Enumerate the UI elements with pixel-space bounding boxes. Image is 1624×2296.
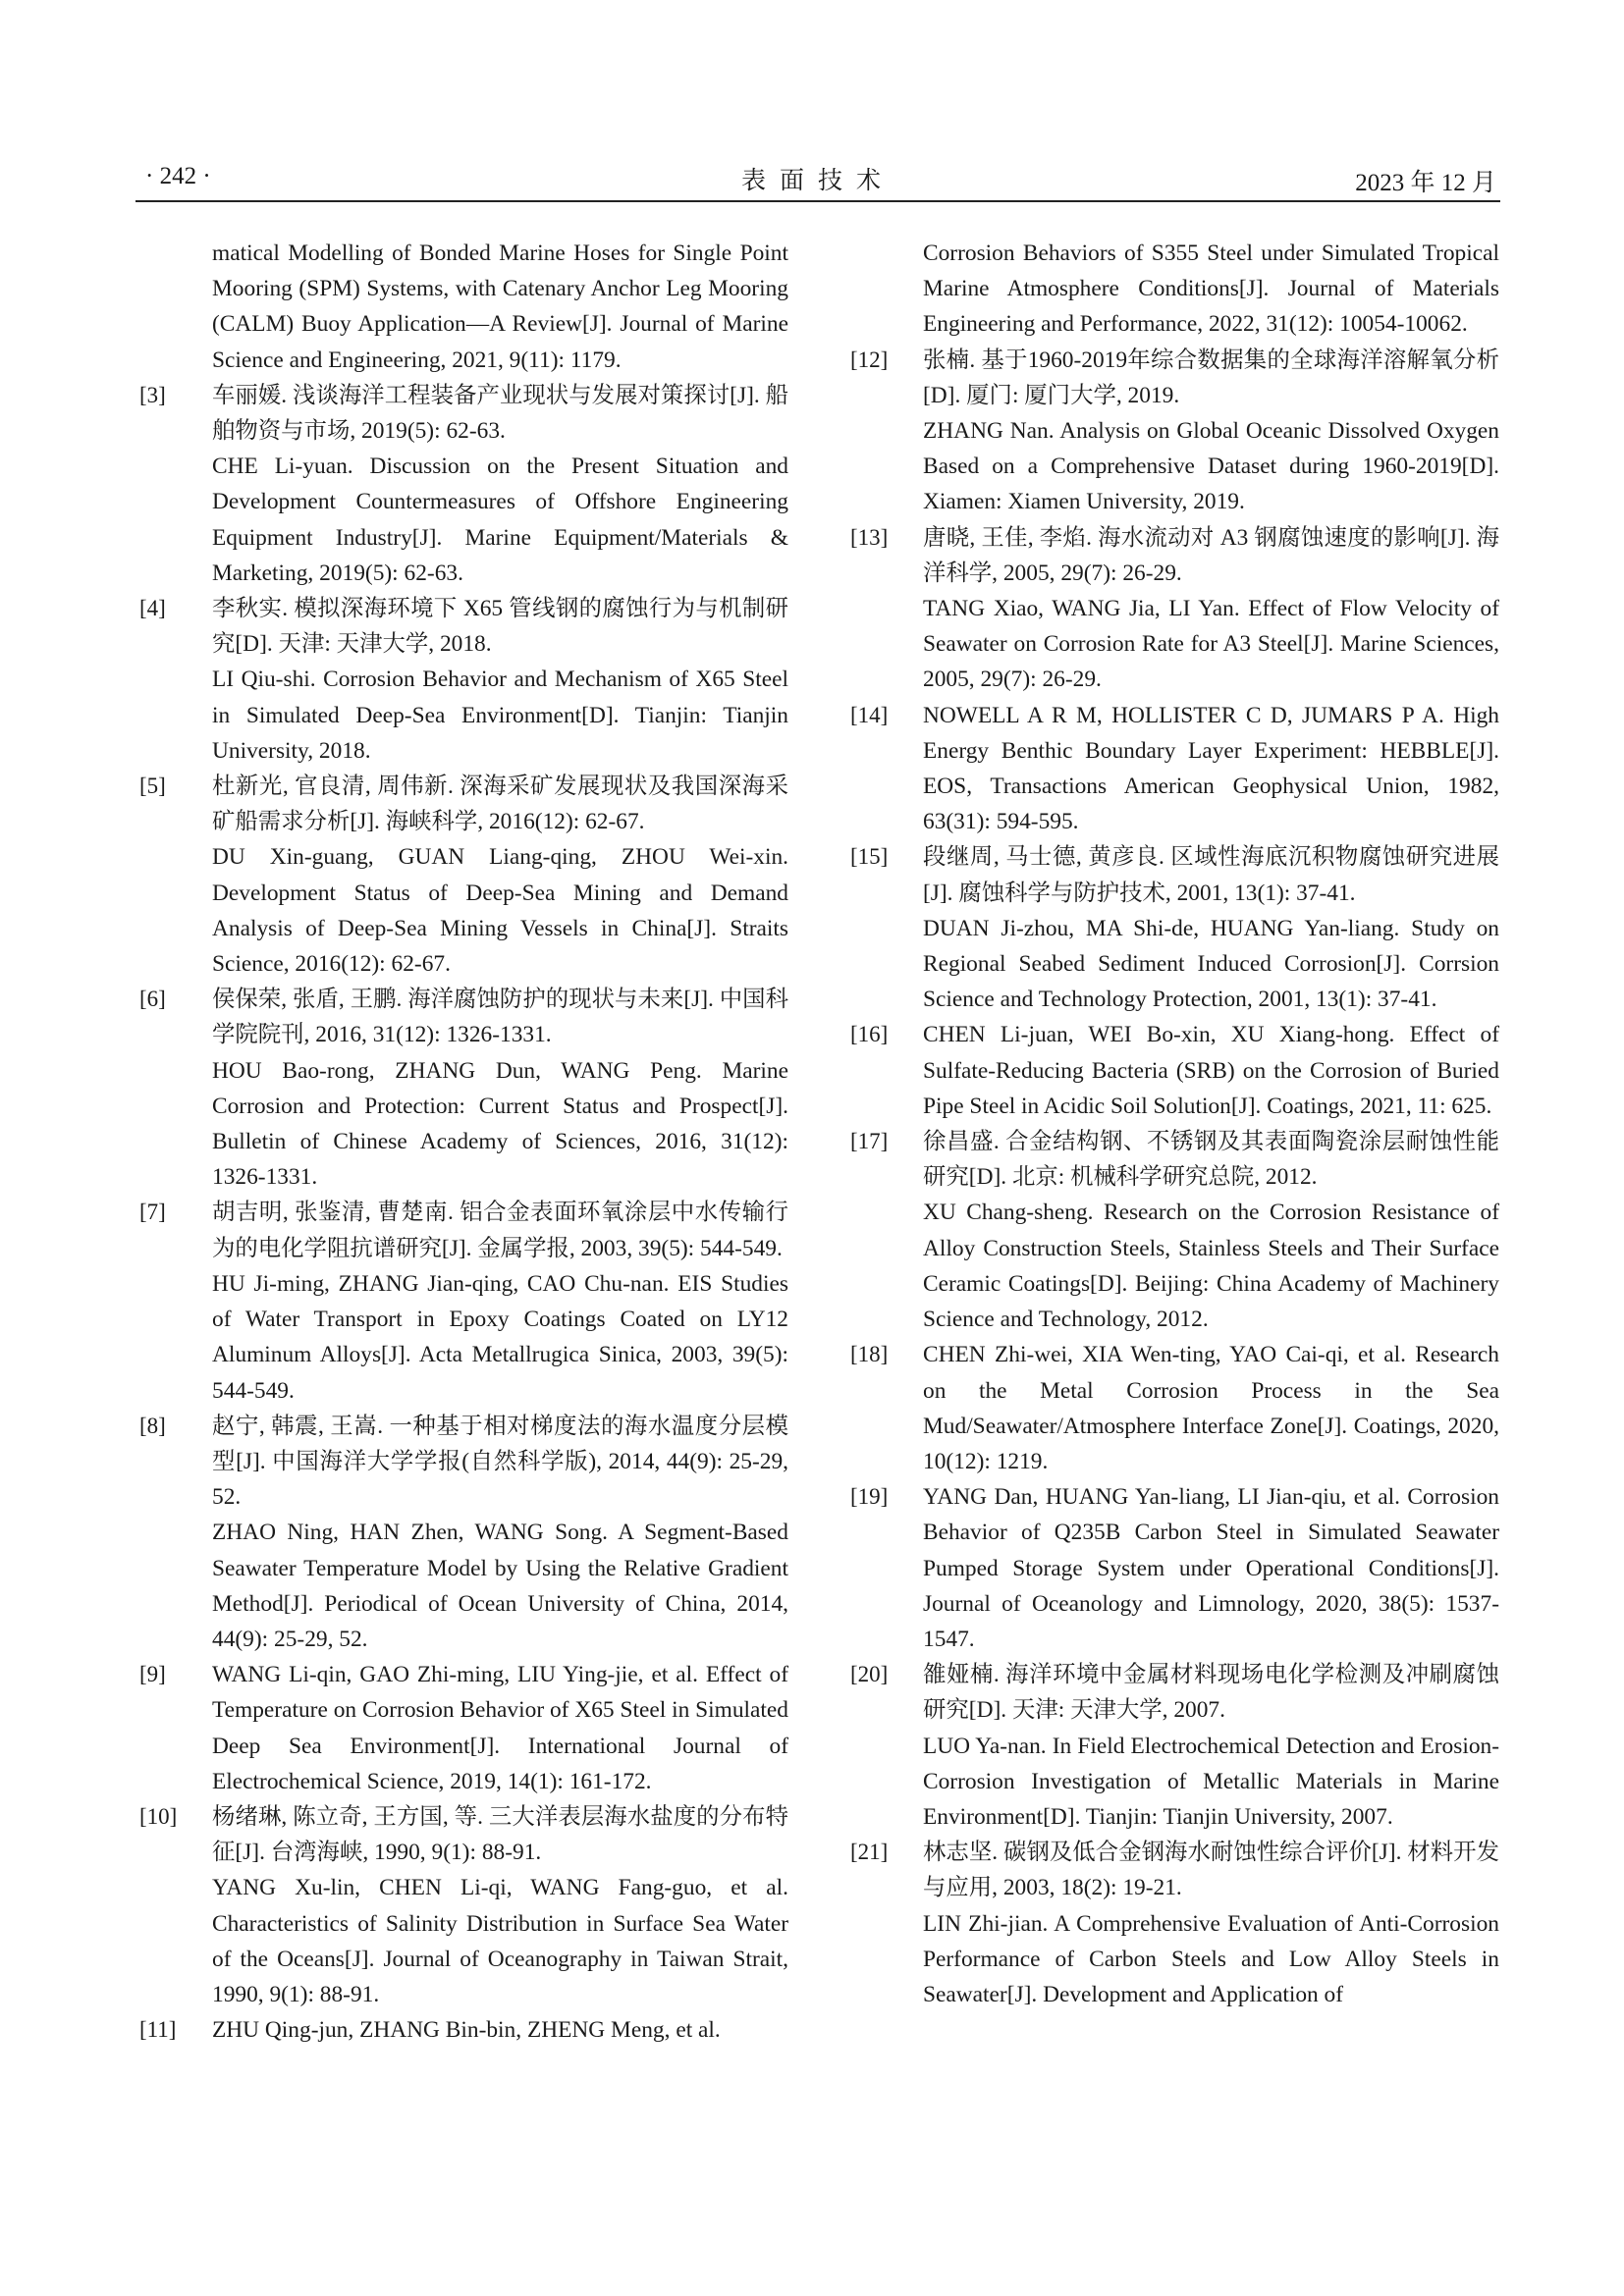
reference-text: 杨绪琳, 陈立奇, 王方国, 等. 三大洋表层海水盐度的分布特征[J]. 台湾海峡, 1990, 9(1): 88-91. xyxy=(212,1803,788,1866)
reference-entry xyxy=(846,1017,1499,1124)
reference-number: [8] xyxy=(139,1413,166,1438)
reference-translation: LIN Zhi-jian. A Comprehensive Evaluation of Anti-Corrosion Performance of Carbon Steels and Low Alloy Steels in Seawater[J]. Development and Application of xyxy=(923,1910,1499,2007)
issue-date: 2023 年 12 月 xyxy=(1355,170,1496,196)
reference-text: 雒娅楠. 海洋环境中金属材料现场电化学检测及冲刷腐蚀研究[D]. 天津: 天津大学, 2007. xyxy=(923,1662,1499,1724)
reference-entry xyxy=(846,343,1499,520)
reference-number: [3] xyxy=(139,382,166,407)
reference-translation: XU Chang-sheng. Research on the Corrosion Resistance of Alloy Construction Steels, Stainless Steels and Their Surface Ceramic Coatings[D]. Beijing: China Academy of Machinery Science and Technology, 2012. xyxy=(923,1200,1499,1333)
reference-text: 张楠. 基于1960-2019年综合数据集的全球海洋溶解氧分析[D]. 厦门: 厦门大学, 2019. xyxy=(923,347,1499,408)
reference-continuation xyxy=(135,236,788,378)
reference-number: [18] xyxy=(850,1342,889,1367)
reference-text: CHEN Zhi-wei, XIA Wen-ting, YAO Cai-qi, et al. Research on the Metal Corrosion Process in the Sea Mud/Seawater/Atmosphere Interface Zone[J]. Coatings, 2020, 10(12): 1219. xyxy=(923,1342,1499,1474)
journal-title: 表面技术 xyxy=(740,168,894,194)
reference-entry xyxy=(846,698,1499,840)
reference-entry xyxy=(135,1195,788,1408)
reference-translation: HU Ji-ming, ZHANG Jian-qing, CAO Chu-nan. EIS Studies of Water Transport in Epoxy Coatings Coated on LY12 Aluminum Alloys[J]. Acta Metallrugica Sinica, 2003, 39(5): 544-549. xyxy=(212,1270,788,1404)
reference-text: 段继周, 马士德, 黄彦良. 区域性海底沉积物腐蚀研究进展[J]. 腐蚀科学与防护技术, 2001, 13(1): 37-41. xyxy=(923,844,1499,906)
reference-text: 徐昌盛. 合金结构钢、不锈钢及其表面陶瓷涂层耐蚀性能研究[D]. 北京: 机械科学研究总院, 2012. xyxy=(923,1129,1499,1191)
reference-number: [16] xyxy=(850,1022,889,1047)
reference-entry xyxy=(135,982,788,1195)
reference-translation: DU Xin-guang, GUAN Liang-qing, ZHOU Wei-xin. Development Status of Deep-Sea Mining and Demand Analysis of Deep-Sea Mining Vessels in China[J]. Straits Science, 2016(12): 62-67. xyxy=(212,844,788,978)
reference-translation: ZHAO Ning, HAN Zhen, WANG Song. A Segment-Based Seawater Temperature Model by Using the Relative Gradient Method[J]. Periodical of Ocean University of China, 2014, 44(9): 25-29, 52. xyxy=(212,1520,788,1652)
reference-text: Corrosion Behaviors of S355 Steel under Simulated Tropical Marine Atmosphere Conditions[J]. Journal of Materials Engineering and Performance, 2022, 31(12): 10054-10062. xyxy=(923,240,1499,338)
reference-entry xyxy=(846,1657,1499,1835)
reference-text: CHEN Li-juan, WEI Bo-xin, XU Xiang-hong. Effect of Sulfate-Reducing Bacteria (SRB) on the Corrosion of Buried Pipe Steel in Acidic Soil Solution[J]. Coatings, 2021, 11: 625. xyxy=(923,1022,1499,1119)
reference-translation: DUAN Ji-zhou, MA Shi-de, HUANG Yan-liang. Study on Regional Seabed Sediment Induced Corrosion[J]. Corrsion Science and Technology Protection, 2001, 13(1): 37-41. xyxy=(923,915,1499,1013)
reference-translation: CHE Li-yuan. Discussion on the Present Situation and Development Countermeasures of Offshore Engineering Equipment Industry[J]. Marine Equipment/Materials & Marketing, 2019(5): 62-63. xyxy=(212,454,788,586)
reference-entry xyxy=(846,520,1499,698)
reference-text: 侯保荣, 张盾, 王鹏. 海洋腐蚀防护的现状与未来[J]. 中国科学院院刊, 2016, 31(12): 1326-1331. xyxy=(212,987,788,1048)
reference-text: 李秋实. 模拟深海环境下 X65 管线钢的腐蚀行为与机制研究[D]. 天津: 天津大学, 2018. xyxy=(212,596,788,658)
reference-number: [13] xyxy=(850,524,889,550)
reference-text: 杜新光, 官良清, 周伟新. 深海采矿发展现状及我国深海采矿船需求分析[J]. 海峡科学, 2016(12): 62-67. xyxy=(212,774,788,835)
reference-continuation xyxy=(846,236,1499,343)
reference-number: [11] xyxy=(139,2017,177,2043)
reference-number: [12] xyxy=(850,347,889,372)
reference-translation: LUO Ya-nan. In Field Electrochemical Detection and Erosion-Corrosion Investigation of Metallic Materials in Marine Environment[D]. Tianjin: Tianjin University, 2007. xyxy=(923,1733,1499,1830)
left-column xyxy=(135,236,788,2048)
reference-translation: HOU Bao-rong, ZHANG Dun, WANG Peng. Marine Corrosion and Protection: Current Status and Prospect[J]. Bulletin of Chinese Academy of Sciences, 2016, 31(12): 1326-1331. xyxy=(212,1057,788,1191)
reference-text: 唐晓, 王佳, 李焰. 海水流动对 A3 钢腐蚀速度的影响[J]. 海洋科学, 2005, 29(7): 26-29. xyxy=(923,524,1499,586)
reference-entry xyxy=(135,1657,788,1799)
header-rule xyxy=(135,200,1500,202)
reference-translation: ZHANG Nan. Analysis on Global Oceanic Dissolved Oxygen Based on a Comprehensive Dataset during 1960-2019[D]. Xiamen: Xiamen University, 2019. xyxy=(923,418,1499,515)
reference-text: 胡吉明, 张鉴清, 曹楚南. 铝合金表面环氧涂层中水传输行为的电化学阻抗谱研究[J]. 金属学报, 2003, 39(5): 544-549. xyxy=(212,1200,788,1261)
reference-number: [5] xyxy=(139,774,166,799)
reference-text: 赵宁, 韩震, 王嵩. 一种基于相对梯度法的海水温度分层模型[J]. 中国海洋大学学报(自然科学版), 2014, 44(9): 25-29, 52. xyxy=(212,1413,788,1511)
reference-text: YANG Dan, HUANG Yan-liang, LI Jian-qiu, et al. Corrosion Behavior of Q235B Carbon Steel in Simulated Seawater Pumped Storage System under Operational Conditions[J]. Journal of Oceanology and Limnology, 2020, 38(5): 1537-1547. xyxy=(923,1484,1499,1652)
reference-number: [20] xyxy=(850,1662,889,1687)
reference-translation: LI Qiu-shi. Corrosion Behavior and Mechanism of X65 Steel in Simulated Deep-Sea Environment[D]. Tianjin: Tianjin University, 2018. xyxy=(212,667,788,764)
reference-entry xyxy=(846,839,1499,1017)
reference-number: [9] xyxy=(139,1662,166,1687)
reference-number: [6] xyxy=(139,987,166,1012)
reference-number: [19] xyxy=(850,1484,889,1510)
reference-number: [17] xyxy=(850,1129,889,1154)
reference-number: [7] xyxy=(139,1200,166,1225)
reference-text: 林志坚. 碳钢及低合金钢海水耐蚀性综合评价[J]. 材料开发与应用, 2003, 18(2): 19-21. xyxy=(923,1840,1499,1901)
reference-translation: YANG Xu-lin, CHEN Li-qi, WANG Fang-guo, et al. Characteristics of Salinity Distribution in Surface Sea Water of the Oceans[J]. Journal of Oceanography in Taiwan Strait, 1990, 9(1): 88-91. xyxy=(212,1875,788,2007)
reference-text: ZHU Qing-jun, ZHANG Bin-bin, ZHENG Meng, et al. xyxy=(212,2017,721,2044)
reference-entry xyxy=(135,1799,788,2012)
reference-number: [4] xyxy=(139,596,166,621)
reference-entry xyxy=(135,591,788,769)
reference-entry xyxy=(135,378,788,591)
reference-translation: TANG Xiao, WANG Jia, LI Yan. Effect of Flow Velocity of Seawater on Corrosion Rate for A3 Steel[J]. Marine Sciences, 2005, 29(7): 26-29. xyxy=(923,596,1499,693)
page-number: · 242 · xyxy=(145,163,211,189)
reference-text: 车丽媛. 浅谈海洋工程装备产业现状与发展对策探讨[J]. 船舶物资与市场, 2019(5): 62-63. xyxy=(212,382,788,445)
reference-entry xyxy=(846,1835,1499,2012)
reference-entry xyxy=(846,1337,1499,1479)
reference-number: [14] xyxy=(850,702,889,727)
reference-entry xyxy=(135,1409,788,1657)
reference-number: [15] xyxy=(850,844,889,870)
reference-entry xyxy=(135,2012,788,2048)
page-header xyxy=(135,157,1500,196)
reference-entry xyxy=(846,1124,1499,1337)
reference-text: matical Modelling of Bonded Marine Hoses for Single Point Mooring (SPM) Systems, with Catenary Anchor Leg Mooring (CALM) Buoy Application—A Review[J]. Journal of Marine Science and Engineering, 2021, 9(11): 1179. xyxy=(212,240,788,373)
reference-entry xyxy=(135,769,788,982)
reference-text: WANG Li-qin, GAO Zhi-ming, LIU Ying-jie, et al. Effect of Temperature on Corrosion Behavior of X65 Steel in Simulated Deep Sea Environment[J]. International Journal of Electrochemical Science, 2019, 14(1): 161-172. xyxy=(212,1662,788,1794)
reference-number: [10] xyxy=(139,1803,178,1829)
reference-number: [21] xyxy=(850,1840,889,1865)
right-column xyxy=(846,236,1499,2012)
reference-entry xyxy=(846,1479,1499,1657)
reference-text: NOWELL A R M, HOLLISTER C D, JUMARS P A. High Energy Benthic Boundary Layer Experiment: HEBBLE[J]. EOS, Transactions American Geophysical Union, 1982, 63(31): 594-595. xyxy=(923,702,1499,835)
